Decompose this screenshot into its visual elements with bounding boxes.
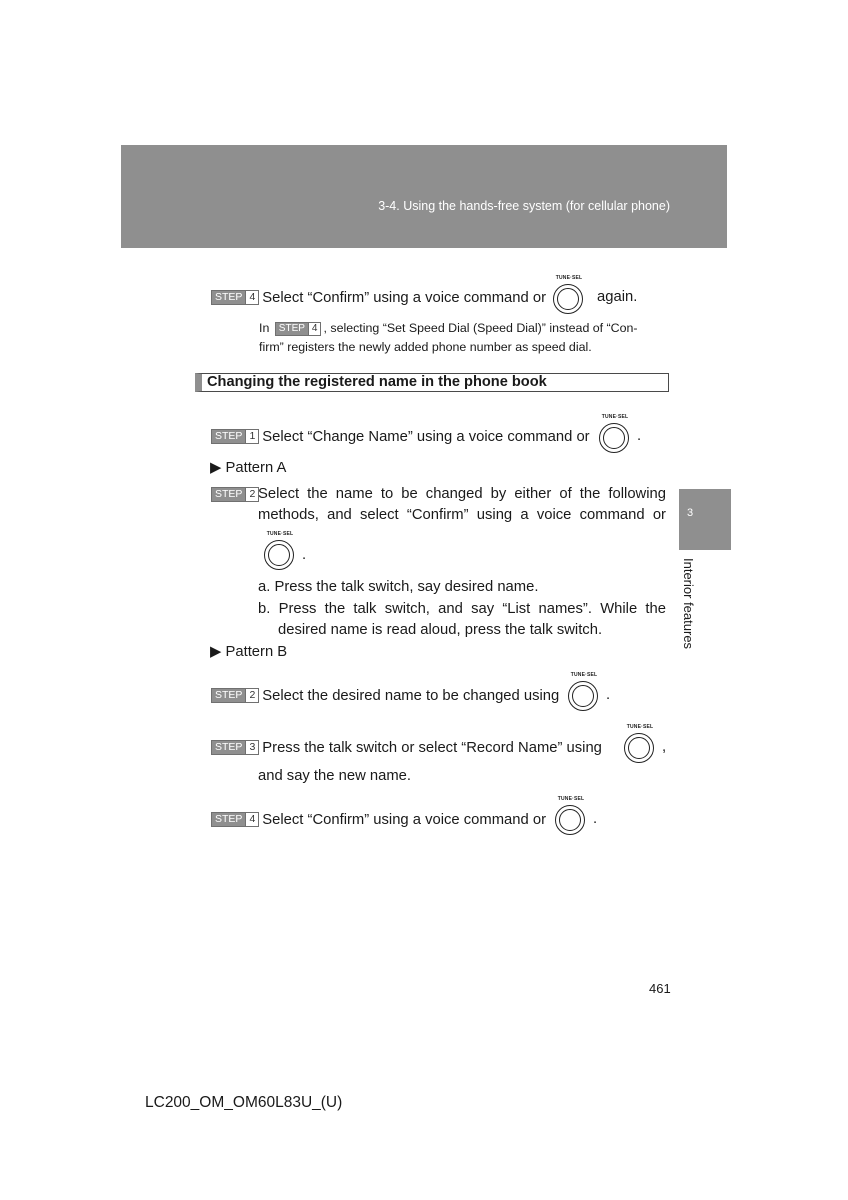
option-b-line-2: desired name is read aloud, press the talk switch. [278, 622, 603, 638]
step-2-pattern-b: STEP 2 Select the desired name to be changed using [211, 688, 559, 704]
step-badge: STEP 4 [275, 322, 322, 336]
tune-sel-knob-icon: TUNE·SEL [618, 724, 662, 772]
tune-sel-knob-icon: TUNE·SEL [549, 796, 593, 844]
step-badge: STEP 2 [211, 487, 259, 502]
chapter-label: Interior features [681, 558, 696, 650]
option-a: a. Press the talk switch, say desired name. [258, 579, 539, 595]
tune-sel-knob-icon: TUNE·SEL [547, 275, 591, 323]
step-4-after-text: again. [597, 289, 638, 305]
step-badge: STEP 3 [211, 740, 259, 755]
header-band [121, 145, 727, 248]
step-badge: STEP 1 [211, 429, 259, 444]
step-badge: STEP 2 [211, 688, 259, 703]
step-1-after-text: . [637, 428, 642, 444]
chapter-number: 3 [687, 507, 694, 519]
step-2-select-name-line-2: methods, and select “Confirm” using a voice command or [258, 507, 666, 523]
step-badge: STEP 4 [211, 812, 259, 827]
step-2-after-text: . [302, 547, 307, 563]
page-number: 461 [649, 981, 671, 996]
document-code: LC200_OM_OM60L83U_(U) [145, 1094, 343, 1111]
section-heading: Changing the registered name in the phone book [195, 373, 669, 392]
step-3-after-text: , [662, 739, 667, 755]
tune-sel-knob-icon: TUNE·SEL [258, 531, 302, 579]
tune-sel-knob-icon: TUNE·SEL [562, 672, 606, 720]
option-b-line-1: b. Press the talk switch, and say “List names”. While the [258, 601, 666, 617]
pattern-a-label: ▶ Pattern A [210, 460, 287, 476]
step-4-confirm-again: STEP 4 Select “Confirm” using a voice command or [211, 290, 546, 306]
step-2-pattern-b-after: . [606, 687, 611, 703]
speed-dial-note: In STEP 4 , selecting “Set Speed Dial (Speed Dial)” instead of “Con- firm” registers the newly added phone number as speed dial. [259, 321, 638, 354]
step-3-record-name: STEP 3 Press the talk switch or select “Record Name” using [211, 740, 602, 756]
section-header-title: 3-4. Using the hands-free system (for cellular phone) [378, 199, 670, 213]
step-2-badge-row [211, 487, 262, 503]
step-2-select-name-line-1: Select the name to be changed by either of the following [258, 486, 666, 502]
tune-sel-knob-icon: TUNE·SEL [593, 414, 637, 462]
chapter-tab [679, 489, 731, 550]
step-3-line-2: and say the new name. [258, 768, 411, 784]
step-4-after-text: . [593, 811, 598, 827]
pattern-b-label: ▶ Pattern B [210, 644, 288, 660]
step-4-confirm: STEP 4 Select “Confirm” using a voice command or [211, 812, 546, 828]
step-1-change-name: STEP 1 Select “Change Name” using a voice command or [211, 429, 590, 445]
step-badge: STEP 4 [211, 290, 259, 305]
